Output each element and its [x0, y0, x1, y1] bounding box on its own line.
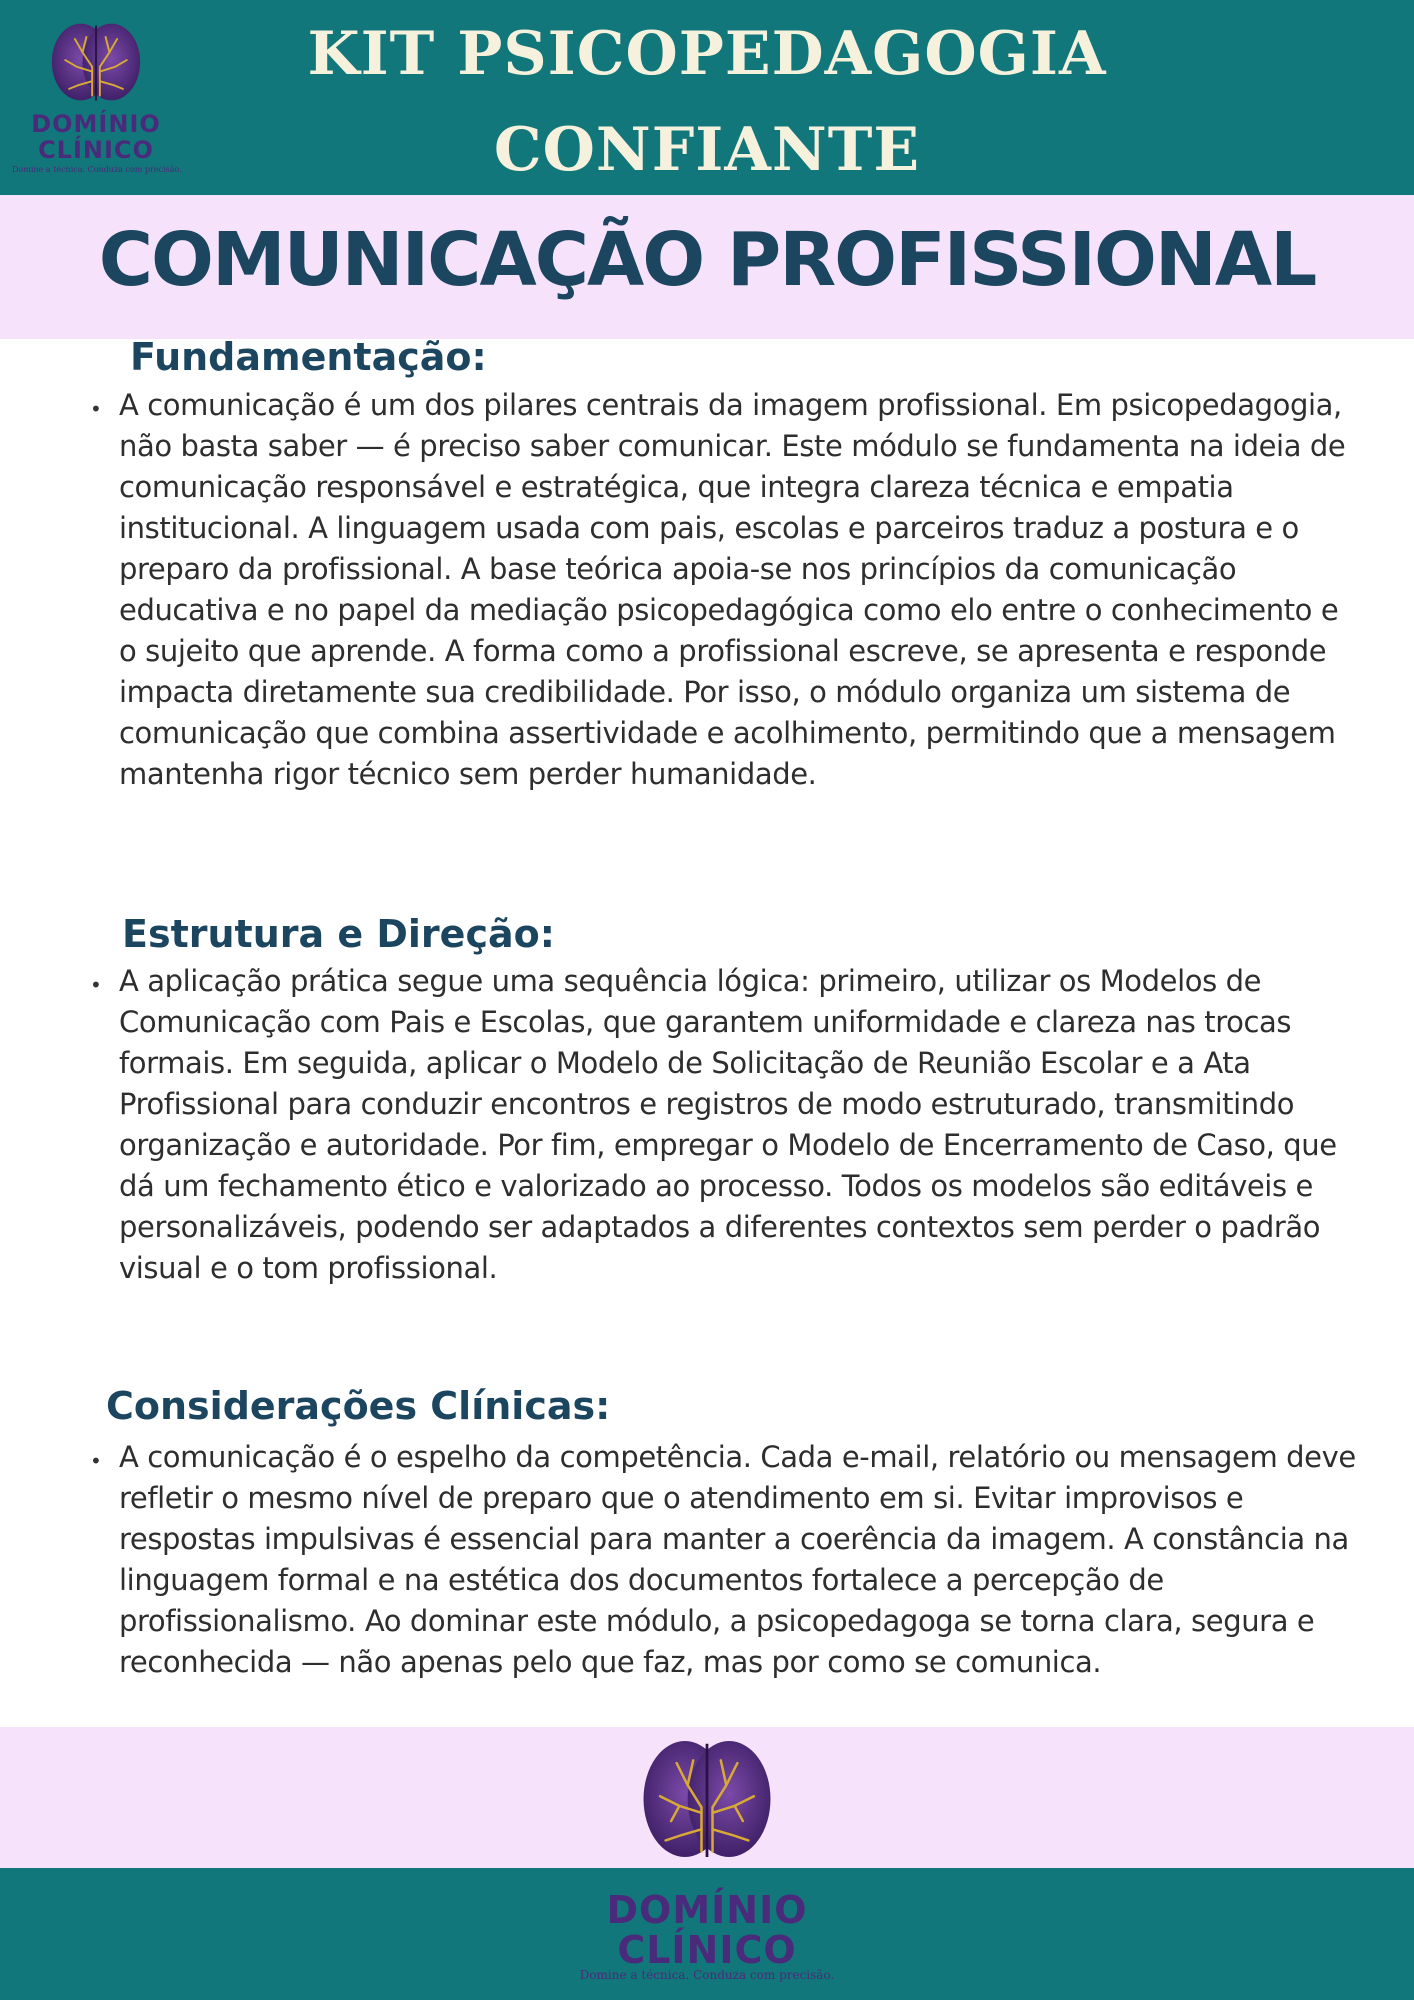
- logo-tagline: Domine a técnica. Conduza com precisão.: [12, 165, 182, 174]
- header-logo: [12, 14, 180, 174]
- text-estrutura: A aplicação prática segue uma sequência lógica: primeiro, utilizar os Modelos de Comunicação com Pais e Escolas, que garantem uniformidade e clareza nas trocas formais. Em seguida, aplicar o Modelo de Solicitação de Reunião Escolar e a Ata Profissional para conduzir encontros e registros de modo estruturado, transmitindo organização e autoridade. Por fim, empregar o Modelo de Encerramento de Caso, que dá um fechamento ético e valorizado ao processo. Todos os modelos são editáveis e personalizáveis, podendo ser adaptados a diferentes contextos sem perder o padrão visual e o tom profissional.: [119, 964, 1337, 1285]
- brain-icon: [48, 14, 144, 110]
- heading-fundamentacao: Fundamentação:: [130, 335, 487, 379]
- heading-consideracoes: Considerações Clínicas:: [106, 1384, 611, 1428]
- heading-estrutura: Estrutura e Direção:: [122, 912, 555, 956]
- footer-tagline: Domine a técnica. Conduza com precisão.: [579, 1968, 835, 1982]
- bullet-icon: •: [90, 973, 102, 997]
- logo-brand-line2: CLÍNICO: [38, 136, 154, 164]
- logo-brand-line1: DOMÍNIO: [31, 110, 161, 138]
- brain-icon: [637, 1730, 777, 1868]
- kit-title: KIT PSICOPEDAGOGIA CONFIANTE: [307, 19, 1107, 185]
- page-title: COMUNICAÇÃO PROFISSIONAL: [98, 217, 1316, 303]
- bullet-icon: •: [90, 397, 102, 421]
- footer-brand-line1: DOMÍNIO: [606, 1888, 808, 1932]
- footer-logo: [637, 1730, 777, 1868]
- text-fundamentacao: A comunicação é um dos pilares centrais da imagem profissional. Em psicopedagogia, não basta saber — é preciso saber comunicar. Este módulo se fundamenta na ideia de comunicação responsável e estratégica, que integra clareza técnica e empatia institucional. A linguagem usada com pais, escolas e parceiros traduz a postura e o preparo da profissional. A base teórica apoia-se nos princípios da comunicação educativa e no papel da mediação psicopedagógica como elo entre o conhecimento e o sujeito que aprende. A forma como a profissional escreve, se apresenta e responde impacta diretamente sua credibilidade. Por isso, o módulo organiza um sistema de comunicação que combina assertividade e acolhimento, permitindo que a mensagem mantenha rigor técnico sem perder humanidade.: [119, 388, 1346, 791]
- bullet-icon: •: [90, 1449, 102, 1473]
- footer-brand-line2: CLÍNICO: [617, 1928, 797, 1972]
- footer-brand: [0, 1890, 1414, 1970]
- text-consideracoes: A comunicação é o espelho da competência. Cada e-mail, relatório ou mensagem deve refletir o mesmo nível de preparo que o atendimento em si. Evitar improvisos e respostas impulsivas é essencial para manter a coerência da imagem. A constância na linguagem formal e na estética dos documentos fortalece a percepção de profissionalismo. Ao dominar este módulo, a psicopedagoga se torna clara, segura e reconhecida — não apenas pelo que faz, mas por como se comunica.: [119, 1440, 1356, 1679]
